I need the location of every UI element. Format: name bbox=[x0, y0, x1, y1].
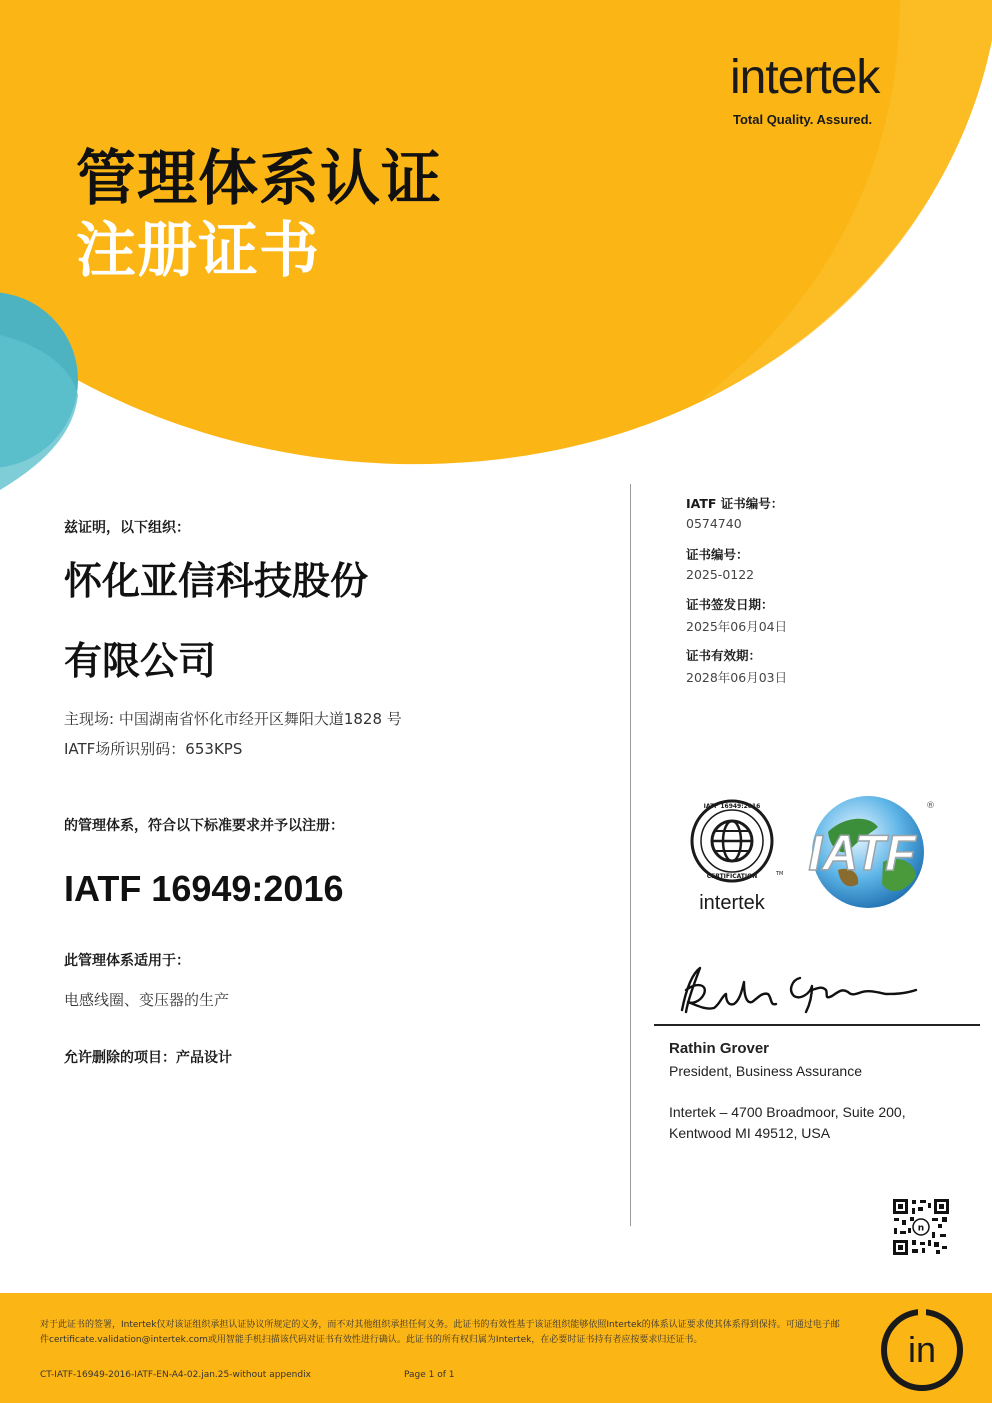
expiry-date-value: 2028年06月03日 bbox=[686, 670, 788, 685]
signatory-name: Rathin Grover bbox=[669, 1040, 770, 1057]
issue-date-value: 2025年06月04日 bbox=[686, 619, 788, 634]
qr-code-icon[interactable] bbox=[892, 1198, 950, 1256]
address-line1: Intertek – 4700 Broadmoor, Suite 200, bbox=[669, 1104, 906, 1120]
site-address: 主现场: 中国湖南省怀化市经开区舞阳大道1828 号 bbox=[64, 710, 402, 728]
certificate-title-line2: 注册证书 bbox=[76, 216, 320, 286]
expiry-date-label: 证书有效期： bbox=[686, 648, 762, 663]
address-line2: Kentwood MI 49512, USA bbox=[669, 1125, 831, 1141]
certificate-title-line1: 管理体系认证 bbox=[76, 144, 442, 214]
scope-label: 此管理体系适用于： bbox=[64, 953, 190, 969]
seal-intertek-word: intertek bbox=[699, 892, 765, 914]
footer-document-code: CT-IATF-16949-2016-IATF-EN-A4-02.jan.25-without appendix bbox=[40, 1370, 311, 1380]
globe-icon bbox=[712, 821, 752, 861]
signatory-title: President, Business Assurance bbox=[669, 1063, 862, 1079]
exclusion-text: 允许删除的项目：产品设计 bbox=[64, 1050, 232, 1066]
intertek-certification-seal bbox=[680, 795, 790, 920]
standard-name: IATF 16949:2016 bbox=[64, 868, 344, 909]
column-divider bbox=[630, 484, 631, 1226]
organization-name-line2: 有限公司 bbox=[64, 639, 217, 683]
scope-text: 电感线圈、变压器的生产 bbox=[64, 991, 230, 1009]
intertek-logo-wordmark: intertek bbox=[730, 51, 880, 104]
footer-page-number: Page 1 of 1 bbox=[404, 1370, 455, 1380]
iatf-number-value: 0574740 bbox=[686, 516, 742, 531]
site-code: IATF场所识别码：653KPS bbox=[64, 740, 243, 758]
intro-label: 兹证明，以下组织： bbox=[64, 520, 190, 536]
registered-mark: ® bbox=[926, 801, 935, 811]
intertek-in-logo-icon bbox=[876, 1304, 968, 1396]
seal-bottom-text: CERTIFICATION bbox=[706, 873, 758, 880]
svg-text:n: n bbox=[917, 1223, 925, 1234]
footer-disclaimer: 对于此证书的签署，Intertek仅对该证组织承担认证协议所规定的义务，而不对其他组织承担任何义务。此证书的有效性基于该证组织能够依照Intertek的体系认证要求使其体系得到保持。可通过电子邮件certificate.validation@intertek.com或用智能手机扫描该代码对证书有效性进行确认。此证书的所有权归属为Intertek，在必要时证书持有者应按要求归还证书。 bbox=[40, 1320, 840, 1345]
seal-tm-text: TM bbox=[776, 871, 784, 877]
issue-date-label: 证书签发日期： bbox=[686, 597, 774, 612]
in-logo-text: in bbox=[907, 1329, 937, 1370]
signature-icon bbox=[672, 960, 922, 1020]
seal-ring-text: IATF 16949:2016 bbox=[703, 803, 761, 810]
signature-line bbox=[654, 1024, 980, 1026]
compliance-statement: 的管理体系，符合以下标准要求并予以注册： bbox=[64, 818, 344, 834]
organization-name-line1: 怀化亚信科技股份 bbox=[64, 559, 369, 603]
cert-number-label: 证书编号： bbox=[686, 547, 749, 562]
iatf-number-label: IATF 证书编号： bbox=[686, 496, 784, 511]
intertek-logo-tagline: Total Quality. Assured. bbox=[733, 112, 873, 127]
cert-number-value: 2025-0122 bbox=[686, 567, 755, 582]
footer-bar bbox=[0, 1293, 992, 1403]
iatf-logo bbox=[798, 792, 938, 912]
iatf-logo-text: IATF bbox=[808, 825, 916, 881]
